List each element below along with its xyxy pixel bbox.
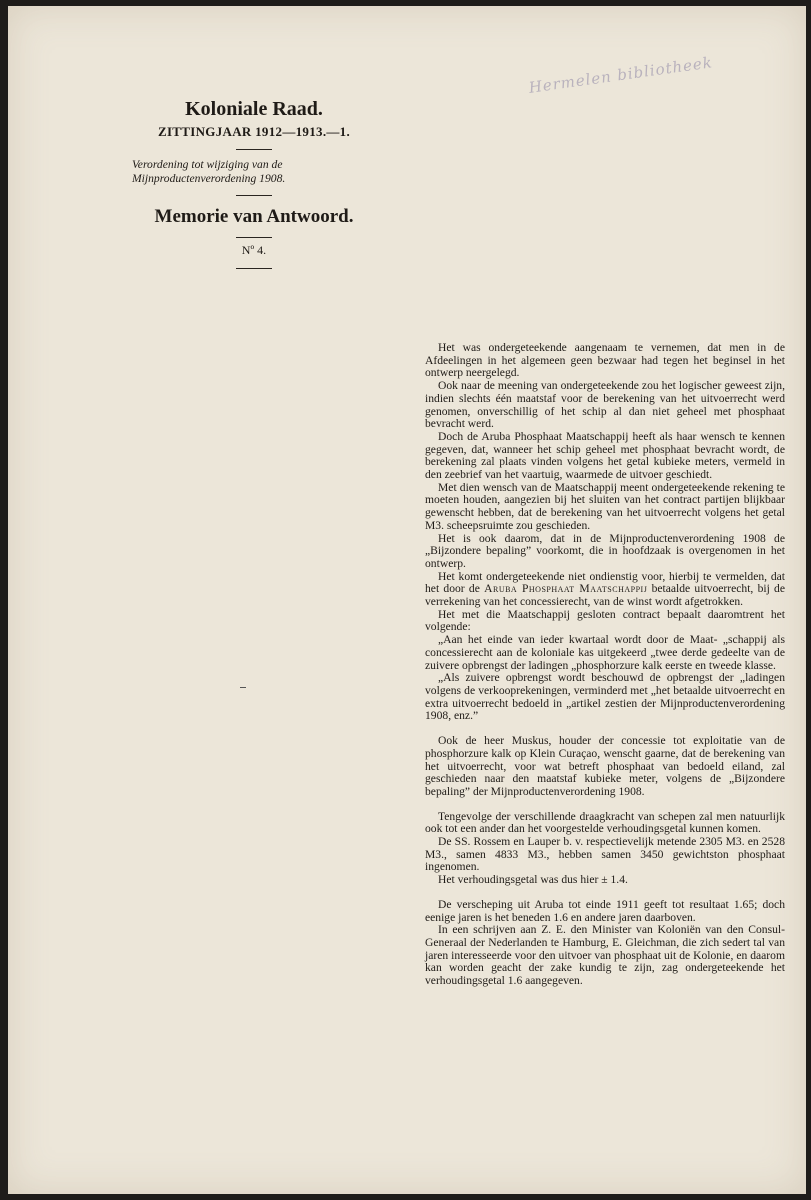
page-title: Koloniale Raad. (185, 98, 323, 120)
paragraph: Het met die Maatschappij gesloten contract bepaalt daaromtrent het volgende: (425, 607, 785, 634)
paragraph-text: betaalde uitvoerrecht, bij de verrekening van het concessierecht, van de winst wordt afgetrokken. (425, 582, 786, 609)
paragraph: Het was ondergeteekende aangenaam te vernemen, dat men in de Afdeelingen in het algemeen geen bezwaar had tegen het beginsel in het ontwerp neergelegd. (425, 341, 785, 380)
divider (236, 237, 272, 238)
divider (236, 149, 272, 150)
company-name: Aruba Phosphaat Maatschappij (484, 582, 648, 596)
paragraph-text: Het komt ondergeteekende niet ondienstig voor, hierbij te vermelden, dat het door de (425, 569, 785, 596)
body-text (425, 342, 785, 988)
subtitle: Verordening tot wijziging van de Mijnproductenverordening 1908. (132, 158, 286, 185)
paragraph: Tengevolge der verschillende draagkracht van schepen zal men natuurlijk ook tot een ander dan het voorgestelde verhoudingsgetal kunnen komen. (425, 809, 785, 836)
paragraph: Ook naar de meening van ondergeteekende zou het logischer geweest zijn, indien slechts één maatstaf voor de berekening van het uitvoerrecht werd genomen, onverschillig of het schip al dan niet geheel met phosphaat bevracht werd. (425, 379, 785, 431)
paragraph (425, 571, 785, 609)
session-line: ZITTINGJAAR 1912—1913.—1. (157, 124, 351, 139)
paragraph: Het is ook daarom, dat in de Mijnproductenverordening 1908 de „Bijzondere bepaling” voorkomt, die in hoofdzaak is overgenomen in het ontwerp. (425, 531, 785, 570)
pencil-annotation: Hermelen bibliotheek (527, 53, 714, 97)
paragraph: De verscheping uit Aruba tot einde 1911 geeft tot resultaat 1.65; doch eenige jaren is het beneden 1.6 en andere jaren daarboven. (425, 897, 785, 924)
paragraph: Met dien wensch van de Maatschappij meent ondergeteekende rekening te moeten houden, aangezien bij het sluiten van het contract partijen blijkbaar gewenscht hebben, dat de berekening van het uitvoerrecht volgens het getal M3. scheepsruimte zou geschieden. (425, 480, 785, 532)
paragraph: In een schrijven aan Z. E. den Minister van Koloniën van den Consul-Generaal der Nederlanden te Hamburg, E. Gleichman, die zich sedert tal van jaren interesseerde voor den uitvoer van phosphaat uit de Kolonie, en daarom kan worden geacht der zake kundig te zijn, zag ondergeteekende het verhoudingsgetal 1.6 aangegeven. (425, 923, 785, 988)
divider (236, 195, 272, 196)
document-type-heading: Memorie van Antwoord. (154, 206, 354, 227)
divider (236, 268, 272, 269)
paragraph: Ook de heer Muskus, houder der concessie tot exploitatie van de phosphorzure kalk op Klein Curaçao, wenscht gaarne, dat de berekening van het uitvoerrecht, voor wat betreft phosphaat van bedoeld eiland, zal geschieden naar den maatstaf kubieke meter, volgens de „Bijzondere bepaling” der Mijnproductenverordening 1908. (425, 734, 785, 798)
document-page (8, 6, 806, 1194)
margin-mark (240, 687, 246, 688)
document-number: Nº 4. (241, 243, 267, 257)
paragraph: De SS. Rossem en Lauper b. v. respectievelijk metende 2305 M3. en 2528 M3., samen 4833 M3., hebben samen 3450 gewichtston phosphaat ingenomen. (425, 835, 785, 874)
quote-paragraph: „Als zuivere opbrengst wordt beschouwd de opbrengst der „ladingen volgens de verkooprekeningen, verminderd met „het betaalde uitvoerrecht en extra uitvoerrecht bedoeld in „artikel zestien der Mijnproductenverordening 1908, enz.” (425, 671, 785, 723)
paragraph: Doch de Aruba Phosphaat Maatschappij heeft als haar wensch te kennen gegeven, dat, wanneer het schip geheel met phosphaat bevracht wordt, de berekening zal plaats vinden volgens het getal kubieke meters, vermeld in den zeebrief van het vaartuig, waarmede de uitvoer geschiedt. (425, 429, 785, 482)
quote-paragraph: „Aan het einde van ieder kwartaal wordt door de Maat- „schappij als concessierecht aan de koloniale kas uitgekeerd „twee derde gedeelte van de zuivere opbrengst der ladingen „phosphorzure kalk eerste en tweede klasse. (425, 633, 785, 672)
paragraph: Het verhoudingsgetal was dus hier ± 1.4. (438, 873, 628, 887)
